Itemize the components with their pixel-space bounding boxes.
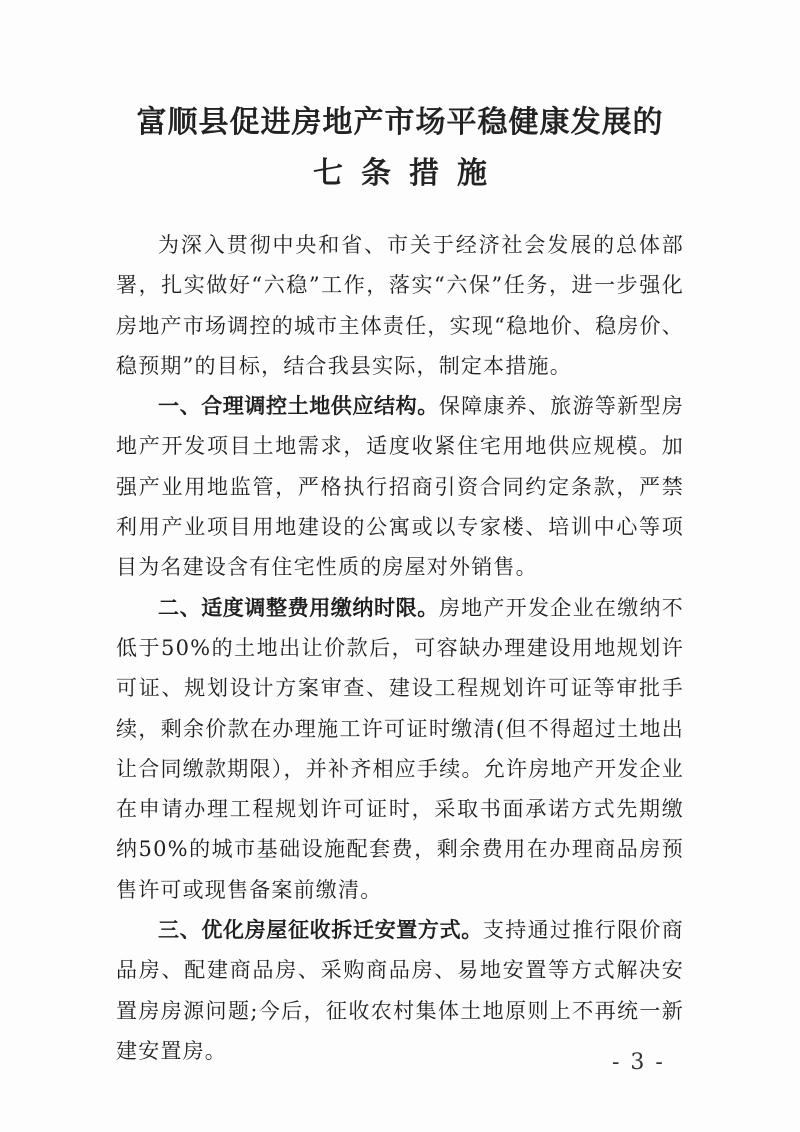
document-title [0, 102, 800, 196]
section-1-heading: 一、合理调控土地供应结构。 [158, 394, 439, 419]
title-line-2: 七条措施 [313, 156, 505, 191]
title-line-1: 富顺县促进房地产市场平稳健康发展的 [136, 105, 664, 140]
section-3-heading: 三、优化房屋征收拆迁安置方式。 [158, 918, 483, 943]
section-2-paragraph [116, 588, 684, 910]
section-3-paragraph [116, 910, 684, 1071]
section-2-heading: 二、适度调整费用缴纳时限。 [158, 595, 439, 620]
section-2-text: 房地产开发企业在缴纳不低于50%的土地出让价款后，可容缺办理建设用地规划许可证、规划设计方案审查、建设工程规划许可证等审批手续，剩余价款在办理施工许可证时缴清(但不得超过土地出让合同缴款期限），并补齐相应手续。允许房地产开发企业在申请办理工程规划许可证时，采取书面承诺方式先期缴纳50%的城市基础设施配套费，剩余费用在办理商品房预售许可或现售备案前缴清。 [116, 595, 685, 902]
section-1-text: 保障康养、旅游等新型房地产开发项目土地需求，适度收紧住宅用地供应规模。加强产业用地监管，严格执行招商引资合同约定条款，严禁利用产业项目用地建设的公寓或以专家楼、培训中心等项目为名建设含有住宅性质的房屋对外销售。 [116, 394, 685, 580]
intro-paragraph: 为深入贯彻中央和省、市关于经济社会发展的总体部署，扎实做好“六稳”工作，落实“六保”任务，进一步强化房地产市场调控的城市主体责任，实现“稳地价、稳房价、稳预期”的目标，结合我县实际，制定本措施。 [116, 233, 684, 378]
section-3-text: 支持通过推行限价商品房、配建商品房、采购商品房、易地安置等方式解决安置房房源问题;今后，征收农村集体土地原则上不再统一新建安置房。 [116, 918, 684, 1063]
document-body [116, 225, 684, 1071]
section-1-paragraph [116, 386, 684, 587]
page-number: - 3 - [612, 1050, 665, 1075]
